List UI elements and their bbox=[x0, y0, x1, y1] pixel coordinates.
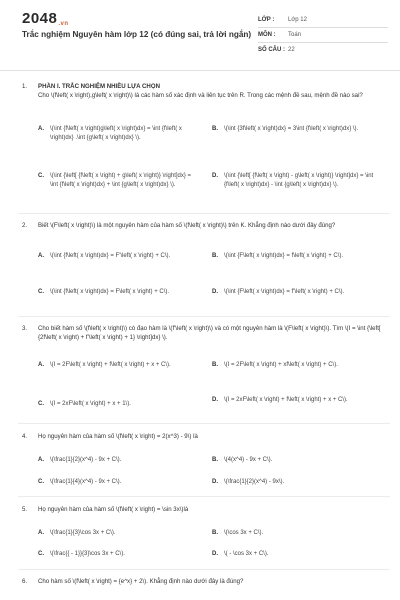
question-number: 6. bbox=[22, 578, 28, 585]
question-text: Họ nguyên hàm của hàm số \(f\left( x \right) = 2(x^3) - 9\) là bbox=[38, 433, 198, 440]
question-text: Cho hàm số \(f\left( x \right) = {e^x} + 2\). Khẳng định nào dưới đây là đúng? bbox=[38, 578, 244, 585]
question-number: 5. bbox=[22, 506, 28, 513]
page-title: Trắc nghiệm Nguyên hàm lớp 12 (có đúng sai, trả lời ngắn) bbox=[22, 30, 252, 39]
count-info: SỐ CÂU : 22 bbox=[258, 47, 295, 53]
class-info: LỚP : Lớp 12 bbox=[258, 17, 307, 23]
question-text: Họ nguyên hàm của hàm số \(f\left( x \right) = \sin 3x\)là bbox=[38, 506, 189, 513]
question-text: Biết \(F\left( x \right)\) là một nguyên hàm của hàm số \(f\left( x \right)\) trên K. Khẳng định nào dưới đây đúng? bbox=[38, 222, 336, 229]
question-text: Cho biết hàm số \(f\left( x \right)\) có đạo hàm là \(f'\left( x \right)\) và có một nguyên hàm là \(F\left( x \right)\). Tìm \(I = \int {\left[ {2f\left( x \right) + f'\left( x \right) + 1} \right]dx} \). bbox=[38, 325, 381, 341]
part-title: PHẦN I. TRẮC NGHIỆM NHIỀU LỰA CHỌN bbox=[38, 83, 160, 90]
divider bbox=[18, 423, 390, 424]
question-number: 1. bbox=[22, 83, 28, 90]
question-text: Cho \(f\left( x \right),g\left( x \right)\) là các hàm số xác định và liên tục trên R. Trong các mệnh đề sau, mệnh đề nào sai? bbox=[38, 92, 363, 99]
divider bbox=[18, 316, 390, 317]
divider bbox=[18, 569, 390, 570]
divider bbox=[18, 496, 390, 497]
divider bbox=[258, 27, 388, 28]
page-header bbox=[0, 0, 400, 71]
site-logo[interactable]: 2048.vn bbox=[22, 10, 69, 27]
question-number: 3. bbox=[22, 325, 28, 332]
question-number: 2. bbox=[22, 222, 28, 229]
divider bbox=[258, 42, 388, 43]
divider bbox=[18, 213, 390, 214]
subject-info: MÔN : Toán bbox=[258, 32, 302, 38]
question-number: 4. bbox=[22, 433, 28, 440]
